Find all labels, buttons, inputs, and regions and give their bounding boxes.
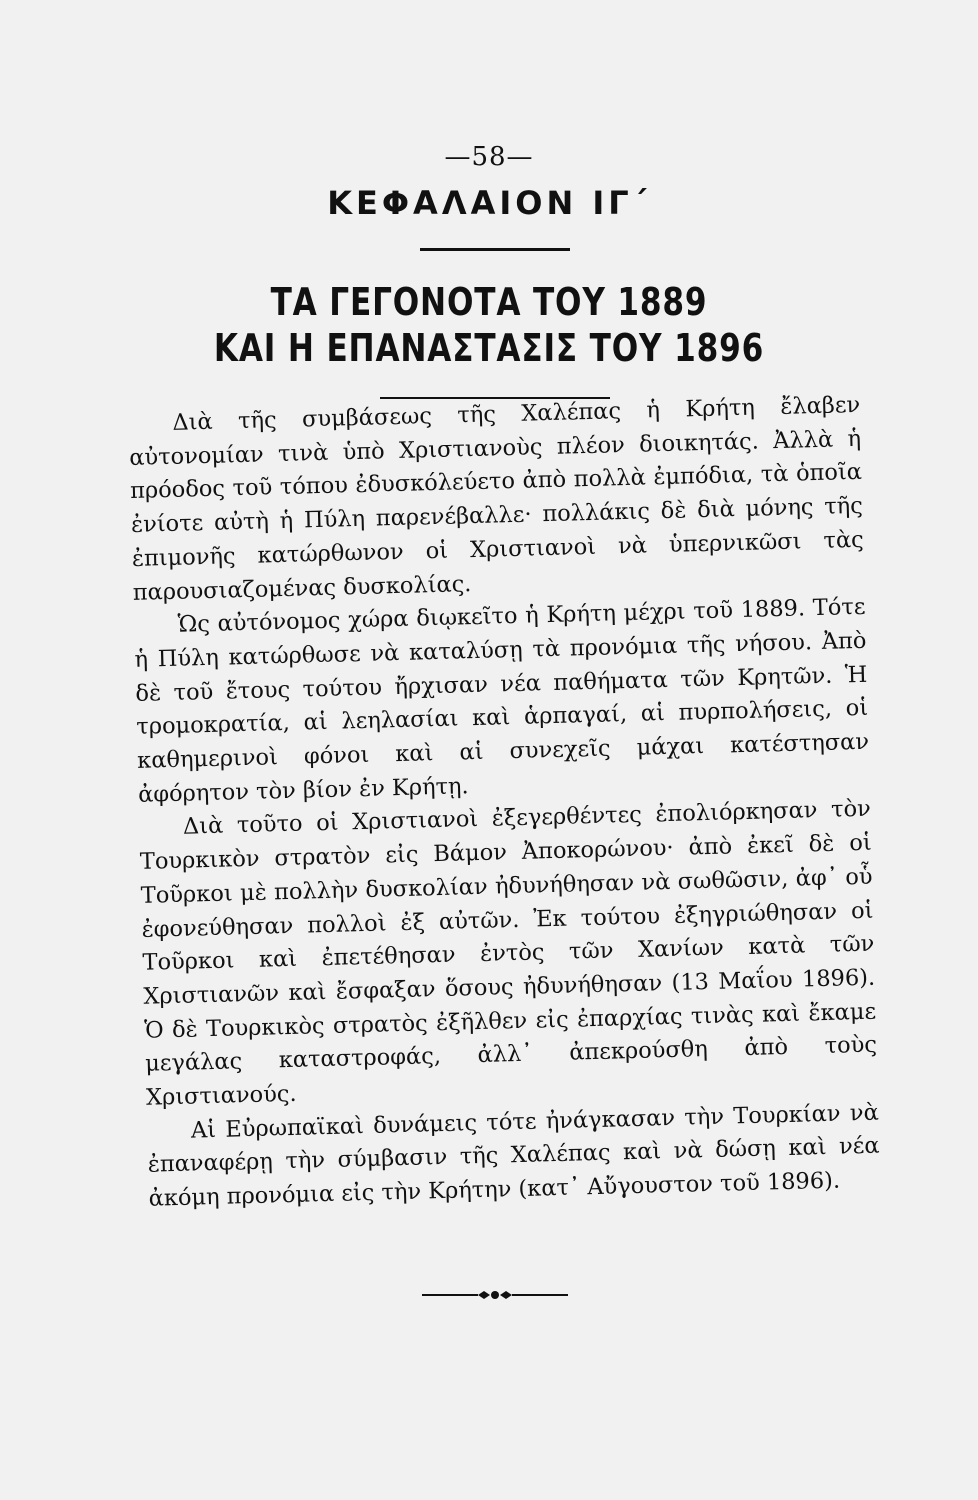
page-number: —58—	[444, 142, 534, 172]
divider-rule	[420, 248, 570, 251]
body-text	[128, 389, 881, 1217]
end-ornament-icon	[420, 1285, 570, 1305]
section-heading-line-1: ΤΑ ΓΕΓΟΝΟΤΑ ΤΟΥ 1889	[270, 280, 708, 324]
paragraph: Διὰ τοῦτο οἱ Χριστιανοὶ ἐξεγερθέντες ἐπολιόρκησαν τὸν Τουρκικὸν στρατὸν εἰς Βάμον Ἀποκορώνου· ἀπὸ ἐκεῖ δὲ οἱ Τοῦρκοι μὲ πολλὴν δυσκολίαν ἠδυνήθησαν νὰ σωθῶσιν, ἀφ᾽ οὗ ἐφονεύθησαν πολλοὶ ἐξ αὐτῶν. Ἐκ τούτου ἐξηγριώθησαν οἱ Τοῦρκοι καὶ ἐπετέθησαν ἐντὸς τῶν Χανίων κατὰ τῶν Χριστιανῶν καὶ ἔσφαξαν ὅσους ἠδυνήθησαν (13 Μαΐου 1896). Ὁ δὲ Τουρκικὸς στρατὸς ἐξῆλθεν εἰς ἐπαρχίας τινὰς καὶ ἔκαμε μεγάλας καταστροφάς, ἀλλ᾽ ἀπεκρούσθη ἀπὸ τοὺς Χριστιανούς.	[139, 796, 878, 1111]
chapter-title: ΚΕΦΑΛΑΙΟΝ ΙΓ΄	[327, 184, 651, 222]
paragraph: Ὡς αὐτόνομος χώρα διῳκεῖτο ἡ Κρήτη μέχρι τοῦ 1889. Τότε ἡ Πύλη κατώρθωσε νὰ καταλύσῃ τὰ προνόμια τῆς νήσου. Ἀπὸ δὲ τοῦ ἔτους τούτου ἤρχισαν νέα παθήματα τῶν Κρητῶν. Ἡ τρομοκρατία, αἱ λεηλασίαι καὶ ἁρπαγαί, αἱ πυρπολήσεις, οἱ καθημερινοὶ φόνοι καὶ αἱ συνεχεῖς μάχαι κατέστησαν ἀφόρητον τὸν βίον ἐν Κρήτῃ.	[134, 593, 870, 808]
paragraph: Διὰ τῆς συμβάσεως τῆς Χαλέπας ἡ Κρήτη ἔλαβεν αὐτονομίαν τινὰ ὑπὸ Χριστιανοὺς πλέον διοικητάς. Ἀλλὰ ἡ πρόοδος τοῦ τόπου ἐδυσκόλεύετο ἀπὸ πολλὰ ἐμπόδια, τὰ ὁποῖα ἐνίοτε αὐτὴ ἡ Πύλη παρενέβαλλε· πολλάκις δὲ διὰ μόνης τῆς ἐπιμονῆς κατώρθωνον οἱ Χριστιανοὶ νὰ ὑπερνικῶσι τὰς παρουσιαζομένας δυσκολίας.	[128, 391, 865, 606]
paragraph: Αἱ Εὐρωπαϊκαὶ δυνάμεις τότε ἠνάγκασαν τὴν Τουρκίαν νὰ ἐπαναφέρῃ τὴν σύμβασιν τῆς Χαλέπας καὶ νὰ δώσῃ καὶ νέα ἀκόμη προνόμια εἰς τὴν Κρήτην (κατ᾽ Αὔγουστον τοῦ 1896).	[147, 1099, 880, 1212]
section-heading-line-2: ΚΑΙ Η ΕΠΑΝΑΣΤΑΣΙΣ ΤΟΥ 1896	[213, 326, 765, 370]
